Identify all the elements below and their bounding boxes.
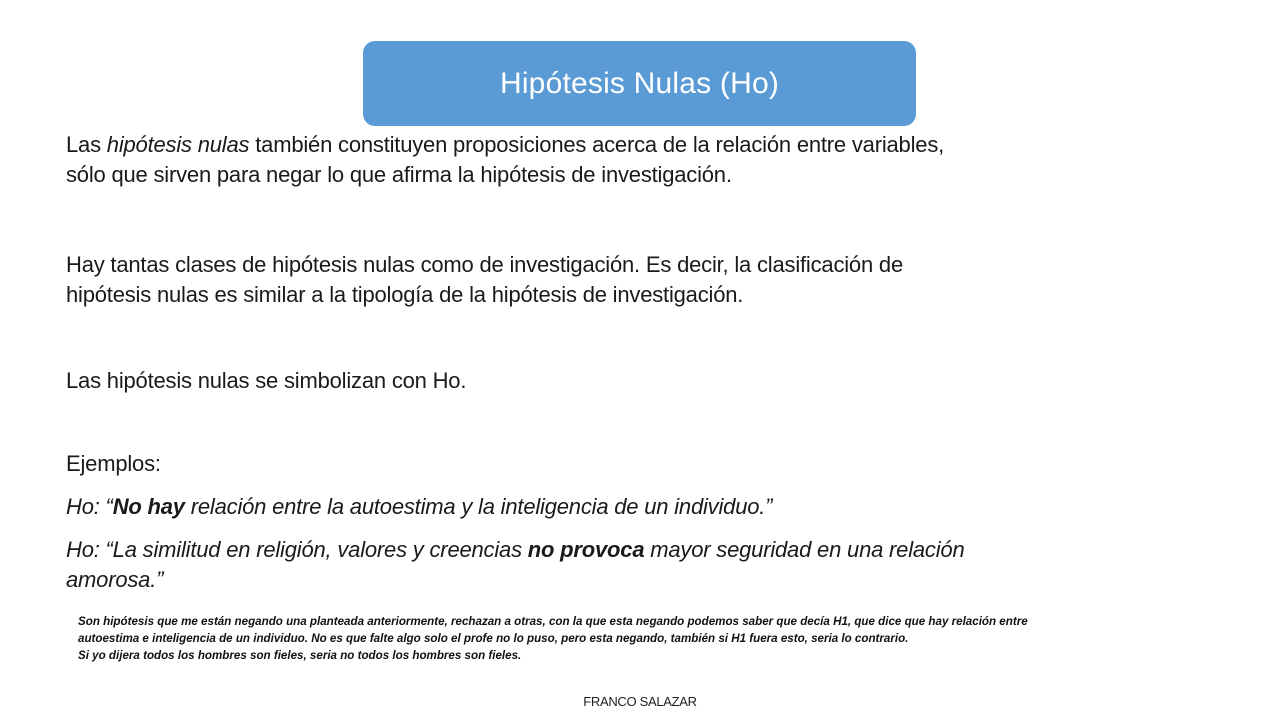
slide-title: Hipótesis Nulas (Ho)	[499, 66, 780, 100]
paragraph-definition-pre: Las	[66, 132, 107, 157]
title-banner	[363, 41, 916, 126]
example-1-bold: No hay	[112, 494, 185, 519]
paragraph-definition	[66, 130, 944, 190]
example-2-post: mayor seguridad en una relación	[644, 537, 965, 562]
handwritten-note	[78, 613, 1228, 664]
examples-heading: Ejemplos:	[66, 451, 161, 476]
paragraph-symbol: Las hipótesis nulas se simbolizan con Ho.	[66, 368, 467, 393]
paragraph-definition-italic: hipótesis nulas	[106, 132, 250, 157]
footer-author: FRANCO SALAZAR	[583, 694, 697, 709]
example-2-bold: no provoca	[527, 537, 645, 562]
example-2	[66, 535, 965, 595]
paragraph-definition-line2: sólo que sirven para negar lo que afirma la hipótesis de investigación.	[66, 162, 732, 187]
example-2-pre: Ho: “La similitud en religión, valores y creencias	[66, 537, 528, 562]
note-line-3: Si yo dijera todos los hombres son fieles, seria no todos los hombres son fieles.	[78, 649, 522, 662]
note-line-2: autoestima e inteligencia de un individuo. No es que falte algo solo el profe no lo puso, pero esta negando, también si H1 fuera esto, seria lo contrario.	[78, 632, 909, 645]
paragraph-classification-line2: hipótesis nulas es similar a la tipología de la hipótesis de investigación.	[66, 282, 744, 307]
example-1-pre: Ho: “	[66, 494, 113, 519]
example-1	[66, 492, 772, 522]
example-1-post: relación entre la autoestima y la inteligencia de un individuo.”	[184, 494, 773, 519]
paragraph-definition-post: también constituyen proposiciones acerca de la relación entre variables,	[249, 132, 945, 157]
example-2-line2: amorosa.”	[66, 567, 164, 592]
paragraph-classification-line1: Hay tantas clases de hipótesis nulas como de investigación. Es decir, la clasificación de	[66, 252, 903, 277]
note-line-1: Son hipótesis que me están negando una planteada anteriormente, rechazan a otras, con la que esta negando podemos saber que decía H1, que dice que hay relación entre	[78, 615, 1028, 628]
paragraph-classification	[66, 250, 903, 310]
